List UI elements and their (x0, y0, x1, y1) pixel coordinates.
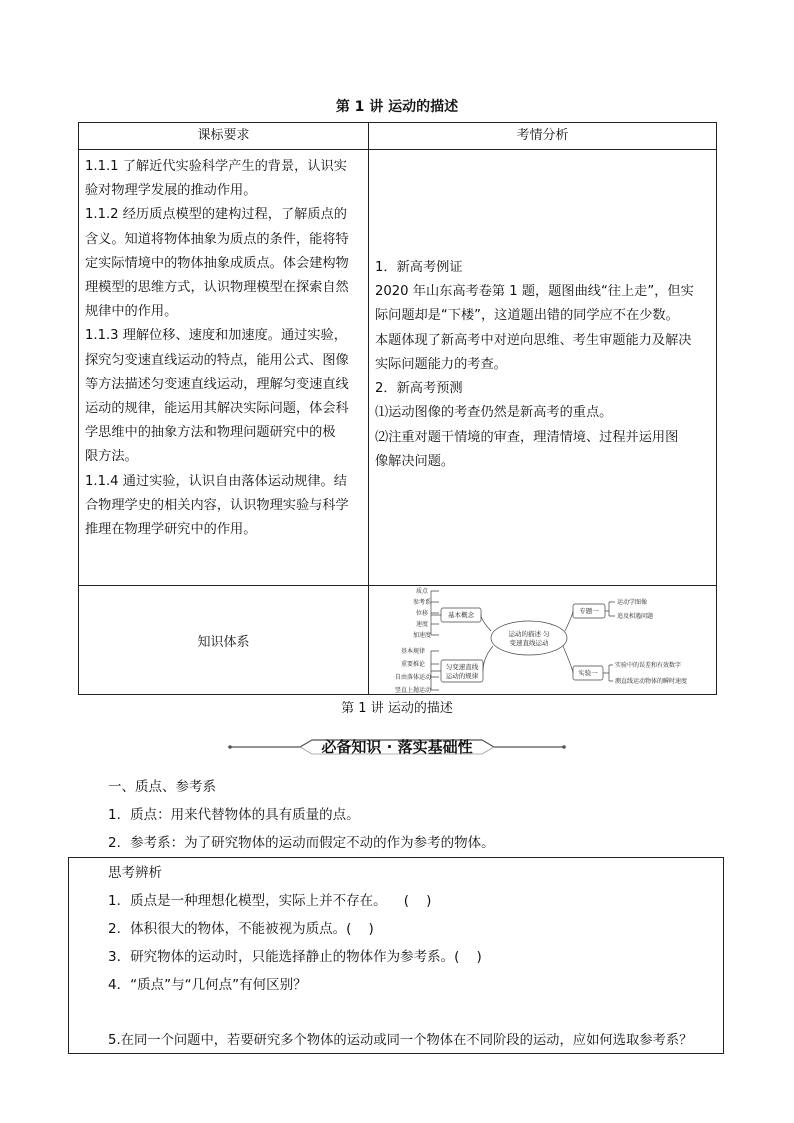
requirement-line: 合物理学史的相关内容，认识物理实验与科学 (85, 497, 349, 513)
section-item: 1．质点：用来代替物体的具有质量的点。 (108, 807, 360, 823)
requirement-line: 1.1.2 经历质点模型的建构过程，了解质点的 (85, 207, 347, 223)
requirement-line: 1.1.1 了解近代实验科学产生的背景，认识实 (85, 159, 347, 174)
requirement-line: 验对物理学发展的推动作用。 (85, 183, 257, 199)
mindmap-cell (369, 586, 717, 695)
analysis-line: 2．新高考预测 (375, 381, 463, 397)
mindmap-leaf: 参考系 (412, 599, 432, 606)
mindmap-exp: 实验一 (578, 669, 598, 677)
think-question: 5.在同一个问题中，若要研究多个物体的运动或同一个物体在不同阶段的运动，应如何选取参考系？ (108, 1033, 693, 1048)
mindmap-leaf: 运动学图像 (617, 599, 648, 606)
analysis-line: ⑵注重对题干情境的审查，理清情境、过程并运用图 (375, 429, 679, 445)
requirement-line: 运动的规律，能运用其解决实际问题，体会科 (85, 401, 349, 417)
mindmap-leaf: 重要推论 (400, 661, 426, 668)
mindmap-center: 运动的描述 匀 (508, 630, 550, 638)
page-title: 第 1 讲 运动的描述 (335, 99, 459, 115)
knowledge-label: 知识体系 (79, 586, 369, 695)
requirement-line: 含义。知道将物体抽象为质点的条件，能将特 (85, 231, 349, 247)
requirement-line: 理模型的思维方式，认识物理模型在探索自然 (85, 280, 349, 296)
think-title: 思考辨析 (108, 865, 162, 881)
think-question: 1．质点是一种理想化模型，实际上并不存在。 ( ) (108, 893, 432, 909)
requirements-cell (79, 150, 369, 586)
requirement-line: 1.1.4 通过实验，认识自由落体运动规律。结 (85, 473, 347, 489)
section-basic (108, 773, 728, 857)
think-question: 3．研究物体的运动时，只能选择静止的物体作为参考系。( ) (108, 949, 482, 965)
mindmap-leaf: 自由落体运动 (394, 674, 432, 681)
analysis-cell (369, 150, 717, 586)
header-analysis: 考情分析 (369, 123, 717, 150)
mindmap-leaf: 质点 (415, 588, 429, 595)
mindmap-leaf: 追及相遇问题 (617, 613, 654, 620)
mindmap-topic: 专题一 (579, 607, 599, 615)
requirement-line: 推理在物理学研究中的作用。 (85, 522, 257, 538)
knowledge-mindmap (369, 586, 715, 694)
header-requirements: 课标要求 (79, 123, 369, 150)
mindmap-basic: 基本概念 (448, 611, 474, 619)
requirement-line: 探究匀变速直线运动的特点，能用公式、图像 (85, 352, 349, 368)
mindmap-leaf: 测直线运动物体的瞬时速度 (615, 678, 688, 685)
analysis-line: 2020 年山东高考卷第 1 题，题图曲线“往上走”，但实 (375, 284, 694, 300)
mindmap-leaf: 实验中的误差和有效数字 (615, 662, 682, 669)
requirement-line: 规律中的作用。 (85, 304, 178, 320)
requirement-line: 学思维中的抽象方法和物理问题研究中的极 (85, 425, 336, 441)
mindmap-leaf: 竖直上抛运动 (394, 687, 432, 694)
mindmap-uniform: 运动的规律 (445, 672, 479, 680)
section-heading: 一、质点、参考系 (108, 779, 216, 795)
analysis-line: 1．新高考例证 (375, 260, 463, 276)
requirement-line: 等方法描述匀变速直线运动，理解匀变速直线 (85, 376, 349, 392)
section-item: 2．参考系：为了研究物体的运动而假定不动的作为参考的物体。 (108, 835, 495, 851)
mindmap-leaf: 基本规律 (400, 648, 426, 655)
analysis-line: 本题体现了新高考中对逆向思维、考生审题能力及解决 (375, 332, 692, 348)
mindmap-uniform: 匀变速直线 (445, 663, 479, 671)
requirement-line: 定实际情境中的物体抽象成质点。体会建构物 (85, 255, 349, 271)
section-banner (0, 734, 794, 758)
analysis-line: 像解决问题。 (375, 453, 455, 469)
lesson-subtitle: 第 1 讲 运动的描述 (341, 701, 453, 716)
analysis-line: 实际问题能力的考查。 (375, 356, 507, 372)
mindmap-leaf: 速度 (415, 621, 429, 628)
banner-title: 必备知识 · 落实基础性 (321, 738, 473, 756)
mindmap-leaf: 加速度 (412, 632, 432, 639)
mindmap-leaf: 位移 (415, 610, 429, 617)
think-question: 2．体积很大的物体，不能被视为质点。( ) (108, 921, 374, 937)
analysis-line: 际问题却是“下楼”，这道题出错的同学应不在少数。 (375, 308, 679, 324)
requirement-line: 1.1.3 理解位移、速度和加速度。通过实验， (85, 328, 347, 344)
requirement-line: 限方法。 (85, 449, 138, 465)
syllabus-table (78, 122, 717, 695)
mindmap-center: 变速直线运动 (509, 639, 549, 647)
analysis-line: ⑴运动图像的考查仍然是新高考的重点。 (375, 405, 613, 421)
think-question: 4．“质点”与“几何点”有何区别？ (108, 977, 307, 993)
